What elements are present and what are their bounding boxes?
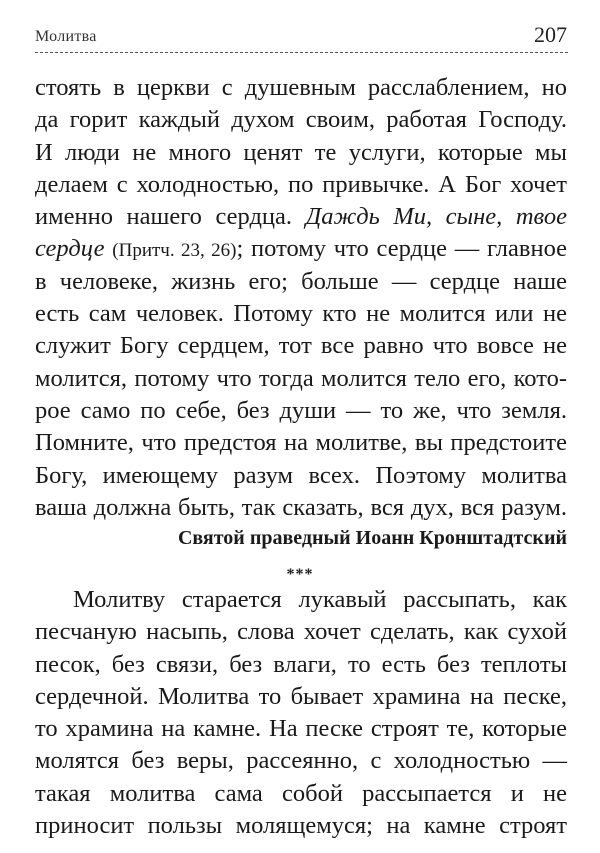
page-number: 207 [534,22,567,47]
section-separator: *** [286,566,314,583]
text-line: И люди не много ценят те услуги, которые мы [35,138,567,166]
text-line: служит Богу сердцем, тот все равно что вовсе не [35,332,567,360]
text-line: молится, потому что тогда молится тело его, кото- [35,364,567,392]
text-line: есть сам человек. Потому кто не молится или не [35,300,567,328]
text-line [35,233,567,265]
scripture-reference: (Притч. 23, 26) [112,240,237,262]
text-line: то храмина на камне. На песке строят те, которые [35,715,567,743]
text-line: Молитву старается лукавый рассыпать, как [73,586,567,613]
text: ; потому что сердце — главное [236,235,568,263]
scripture-quote: Даждь Ми, сыне, твое [305,203,567,231]
text-line: песчаную насыпь, слова хочет сделать, как сухой [35,618,567,646]
text-line: сердечной. Молитва то бывает храмина на песке, [35,682,567,710]
attribution: Святой праведный Иоанн Кронштадтский [177,527,567,549]
text-line: стоять в церкви с душевным расслаблением, но [35,74,567,101]
text-line: песок, без связи, без влаги, то есть без теплоты [35,650,567,678]
text-line: Помните, что предстоя на молитве, вы предстоите [35,429,567,457]
text-line: молятся без веры, рассеянно, с холодностью — [35,747,567,775]
text-line: такая молитва сама собой рассыпается и не [35,779,567,807]
text-line: ваша должна быть, так сказать, вся дух, вся разум. [35,493,567,521]
text-line: приносит пользы молящемуся; на камне строят [35,812,567,840]
text-line [35,201,567,233]
header-rule [35,52,568,53]
text-line: в человеке, жизнь его; больше — сердце наше [35,267,567,295]
text-line: Богу, имеющему разум всех. Поэтому молитва [35,461,567,489]
text-line: да горит каждый духом своим, работая Господу. [35,106,567,134]
section-title: Молитва [35,28,97,45]
scripture-quote: сердце [35,235,105,263]
text-line: рое само по себе, без души — то же, что земля. [35,396,567,424]
text-line: делаем с холодностью, по привычке. А Бог хочет [35,170,567,198]
paragraph-1 [35,72,567,524]
paragraph-2 [35,584,567,842]
text: именно нашего сердца. [35,203,293,231]
